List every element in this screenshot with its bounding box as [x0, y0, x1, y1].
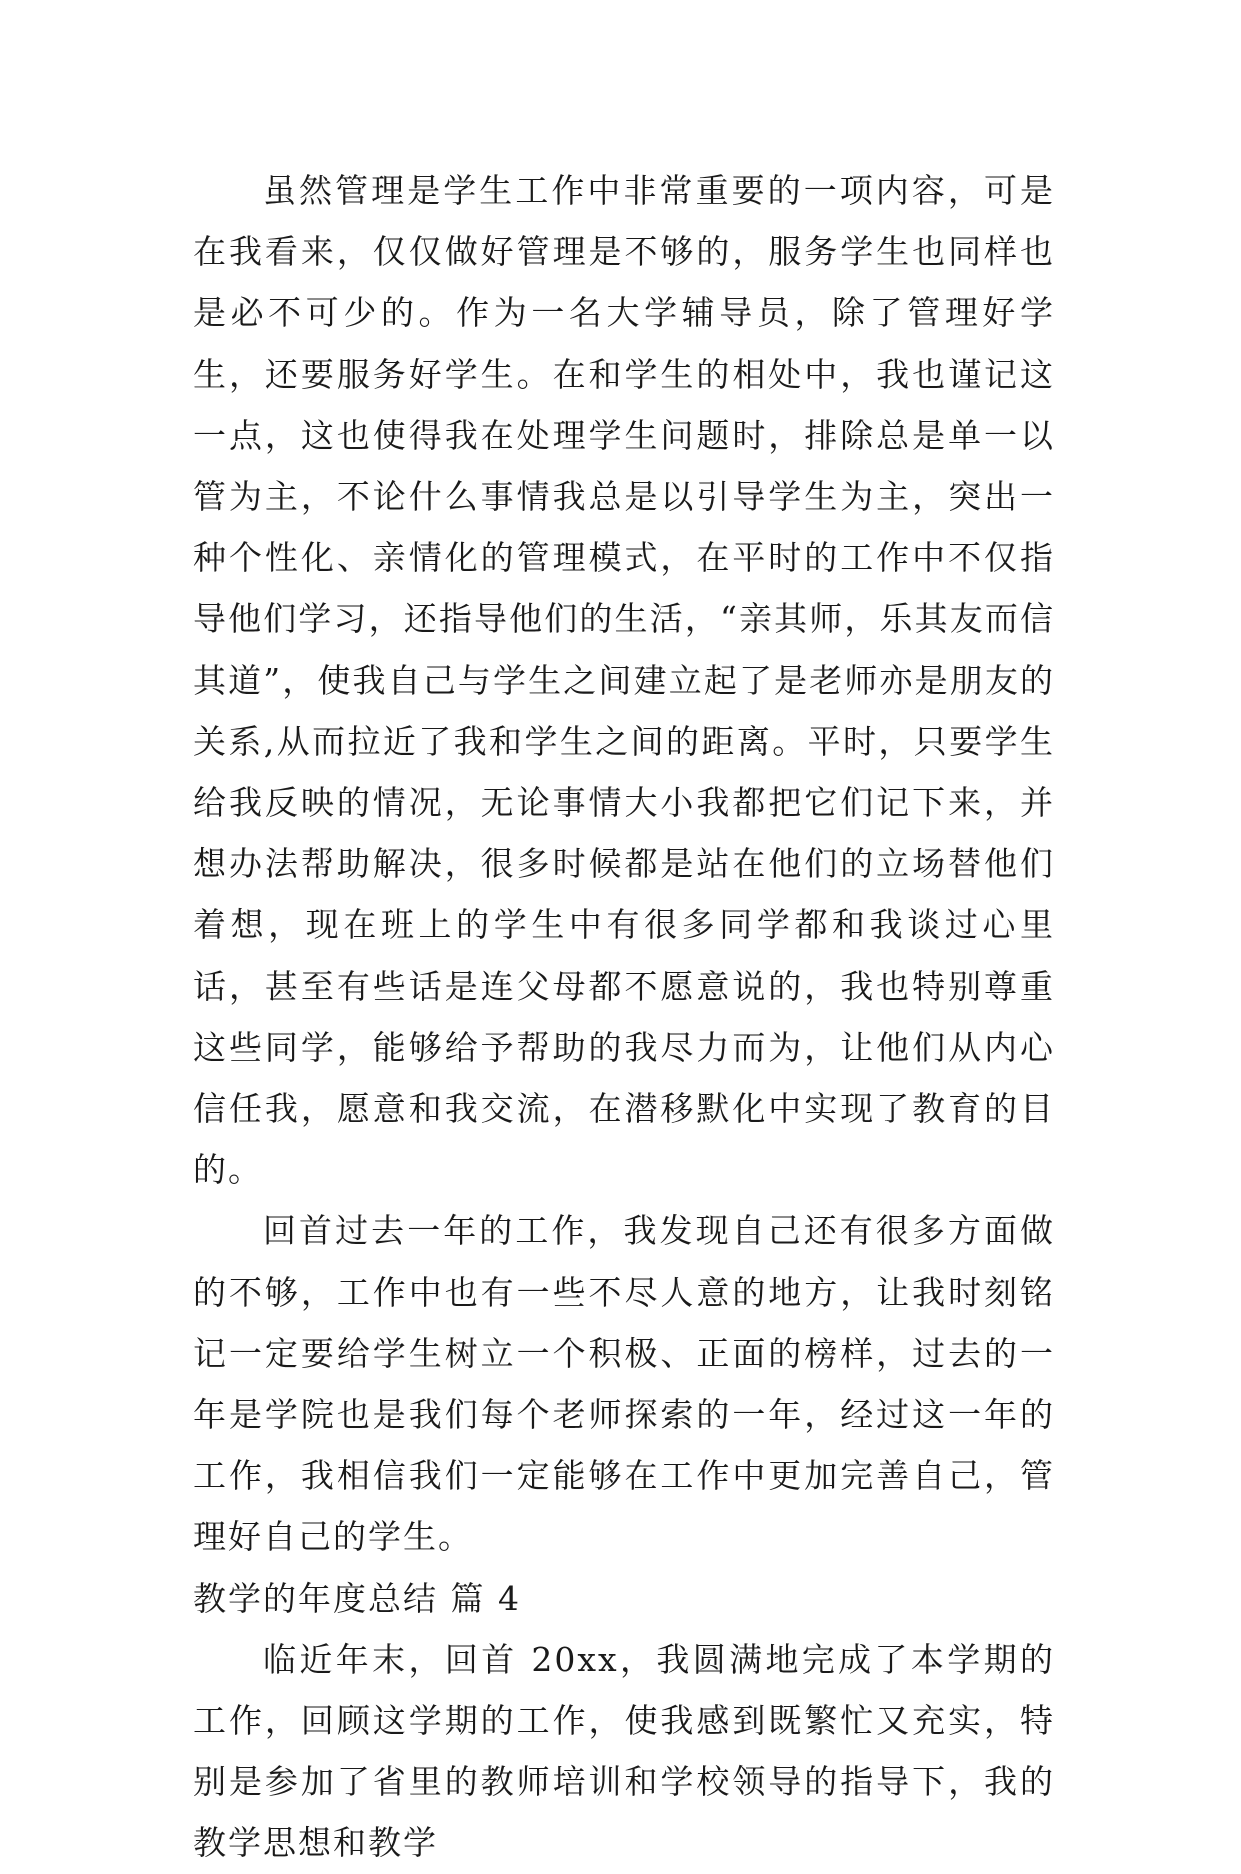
- body-paragraph-1: 虽然管理是学生工作中非常重要的一项内容，可是在我看来，仅仅做好管理是不够的，服务学生也同样也是必不可少的。作为一名大学辅导员，除了管理好学生，还要服务好学生。在和学生的相处中，我也谨记这一点，这也使得我在处理学生问题时，排除总是单一以管为主，不论什么事情我总是以引导学生为主，突出一种个性化、亲情化的管理模式，在平时的工作中不仅指导他们学习，还指导他们的生活，“亲其师，乐其友而信其道”，使我自己与学生之间建立起了是老师亦是朋友的关系,从而拉近了我和学生之间的距离。平时，只要学生给我反映的情况，无论事情大小我都把它们记下来，并想办法帮助解决，很多时候都是站在他们的立场替他们着想，现在班上的学生中有很多同学都和我谈过心里话，甚至有些话是连父母都不愿意说的，我也特别尊重这些同学，能够给予帮助的我尽力而为，让他们从内心信任我，愿意和我交流，在潜移默化中实现了教育的目的。: [193, 171, 1055, 1190]
- section-heading: 教学的年度总结 篇 4: [193, 1578, 521, 1618]
- document-page: [193, 160, 1055, 1874]
- body-paragraph-2: 回首过去一年的工作，我发现自己还有很多方面做的不够，工作中也有一些不尽人意的地方，让我时刻铭记一定要给学生树立一个积极、正面的榜样，过去的一年是学院也是我们每个老师探索的一年，经过这一年的工作，我相信我们一定能够在工作中更加完善自己，管理好自己的学生。: [193, 1211, 1055, 1557]
- body-paragraph-3: 临近年末，回首 20xx，我圆满地完成了本学期的工作，回顾这学期的工作，使我感到既繁忙又充实，特别是参加了省里的教师培训和学校领导的指导下，我的教学思想和教学: [193, 1639, 1055, 1863]
